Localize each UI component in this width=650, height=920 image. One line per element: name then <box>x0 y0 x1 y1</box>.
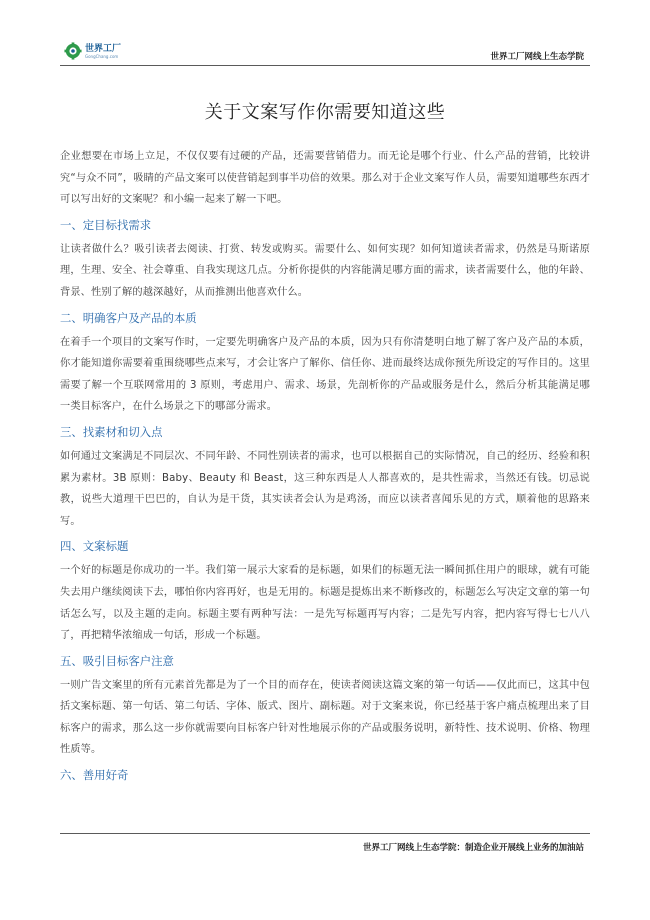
intro-paragraph: 企业想要在市场上立足，不仅仅要有过硬的产品，还需要营销借力。而无论是哪个行业、什么产品的营销，比较讲究“与众不同”，吸睛的产品文案可以使营销起到事半功倍的效果。那么对于企业文案写作人员，需要知道哪些东西才可以写出好的文案呢？和小编一起来了解一下吧。 <box>60 151 590 206</box>
article-body <box>60 146 590 789</box>
section-heading-3: 三、找素材和切入点 <box>60 424 163 439</box>
logo-sub-text: GongChang.com <box>85 53 119 59</box>
page-title: 关于文案写作你需要知道这些 <box>204 102 446 123</box>
footer-text: 世界工厂网线上生态学院：制造企业开展线上业务的加油站 <box>362 843 584 853</box>
section-heading-4: 四、文案标题 <box>60 539 129 554</box>
section-heading-1: 一、定目标找需求 <box>60 217 152 232</box>
logo-main-text: 世界工厂 <box>85 43 122 54</box>
section-paragraph-4: 一个好的标题是你成功的一半。我们第一展示大家看的是标题，如果们的标题无法一瞬间抓住用户的眼球，就有可能失去用户继续阅读下去，哪怕你内容再好，也是无用的。标题是提炼出来不断修改的，标题怎么写决定文章的第一句话怎么写，以及主题的走向。标题主要有两种写法：一是先写标题再写内容；二是先写内容，把内容写得七七八八了，再把精华浓缩成一句话，形成一个标题。 <box>60 565 590 642</box>
section-paragraph-2: 在着手一个项目的文案写作时，一定要先明确客户及产品的本质，因为只有你清楚明白地了解了客户及产品的本质，你才能知道你需要着重围绕哪些点来写，才会让客户了解你、信任你、进而最终达成你预先所设定的写作目的。这里需要了解一个互联网常用的 3 原则，考虑用户、需求、场景，先剖析你的产品或服务是什么，然后分析其能满足哪一类目标客户，在什么场景之下的哪部分需求。 <box>60 336 590 413</box>
header-divider <box>60 65 590 66</box>
gear-logo-icon <box>64 42 82 60</box>
page-header <box>60 36 590 66</box>
section-heading-5: 五、吸引目标客户注意 <box>60 653 174 668</box>
section-paragraph-5: 一则广告文案里的所有元素首先都是为了一个目的而存在，使读者阅读这篇文案的第一句话——仅此而已，这其中包括文案标题、第一句话、第二句话、字体、版式、图片、副标题。对于文案来说，你已经基于客户痛点梳理出来了目标客户的需求，那么这一步你就需要向目标客户针对性地展示你的产品或服务说明，新特性、技术说明、价格、物理性质等。 <box>60 679 590 756</box>
section-heading-6: 六、善用好奇 <box>60 768 129 783</box>
section-paragraph-1: 让读者做什么？吸引读者去阅读、打赏、转发或购买。需要什么、如何实现？如何知道读者需求，仍然是马斯诺原理，生理、安全、社会尊重、自我实现这几点。分析你提供的内容能满足哪方面的需求，读者需要什么，他的年龄、背景、性别了解的越深越好，从而推测出他喜欢什么。 <box>60 243 590 298</box>
header-site-name: 世界工厂网线上生态学院 <box>490 52 584 62</box>
footer-divider <box>60 833 590 834</box>
section-heading-2: 二、明确客户及产品的本质 <box>60 310 197 325</box>
section-paragraph-3: 如何通过文案满足不同层次、不同年龄、不同性别读者的需求，也可以根据自己的实际情况，自己的经历、经验和积累为素材。3B 原则：Baby、Beauty 和 Beast，这三种东西是人人都喜欢的，是共性需求，当然还有钱。切忌说教，说些大道理干巴巴的，自认为是干货，其实读者会认为是鸡汤，而应以读者喜闻乐见的方式，顺着他的思路来写。 <box>60 450 590 527</box>
logo <box>64 38 121 64</box>
